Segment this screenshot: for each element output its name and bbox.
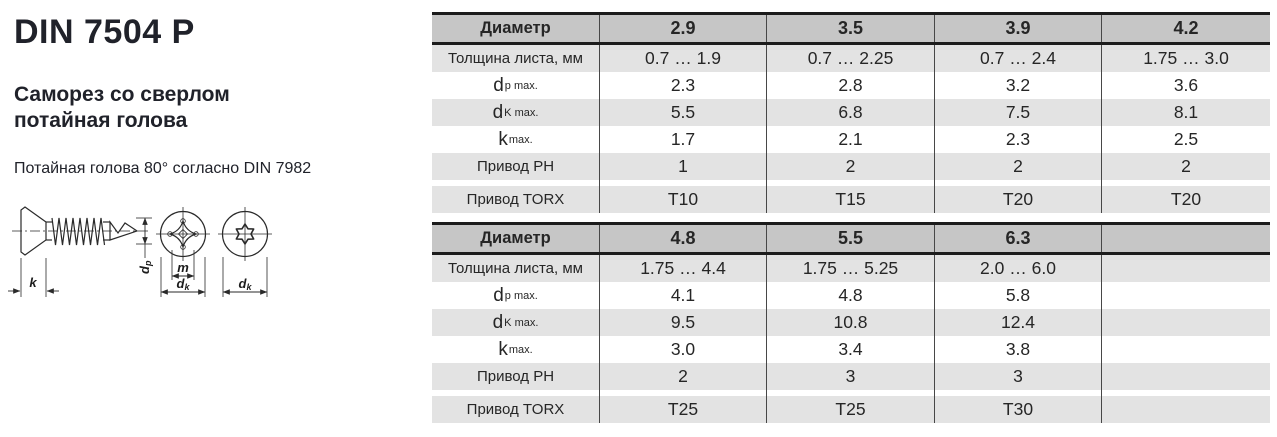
subtitle-line-1: Саморез со сверлом xyxy=(14,83,230,106)
dim-label-k: k xyxy=(29,275,37,290)
value-cell: 8.1 xyxy=(1173,102,1199,122)
value-cell: 5.5 xyxy=(600,99,767,126)
value-cell: T20 xyxy=(935,186,1102,213)
left-panel xyxy=(0,0,425,437)
value-cell: 0.7 … 2.4 xyxy=(935,45,1102,72)
value-cell: 9.5 xyxy=(600,309,767,336)
row-label: Привод TORX xyxy=(432,186,600,213)
row-label: d p max. xyxy=(432,282,600,309)
header-diameter-cell: 4.2 xyxy=(1173,18,1199,38)
value-cell: T10 xyxy=(600,186,767,213)
table-row xyxy=(432,396,1270,423)
table-row xyxy=(432,186,1270,213)
screw-side-view xyxy=(12,207,148,255)
table-row xyxy=(432,153,1270,180)
value-cell: 0.7 … 2.25 xyxy=(767,45,935,72)
table-row xyxy=(432,255,1270,282)
header-diameter-cell: 3.5 xyxy=(767,15,935,42)
table-row xyxy=(432,363,1270,390)
header-diameter-cell: 4.8 xyxy=(600,225,767,252)
row-label: k max. xyxy=(432,126,600,153)
spec-table-small-diameters xyxy=(432,12,1270,213)
row-label: d K max. xyxy=(432,309,600,336)
value-cell: 1.75 … 5.25 xyxy=(767,255,935,282)
value-cell: 4.1 xyxy=(600,282,767,309)
header-diameter-cell xyxy=(1102,225,1270,252)
dim-label-dk-ph: dk xyxy=(176,276,190,292)
table-row xyxy=(432,99,1270,126)
value-cell: 12.4 xyxy=(935,309,1102,336)
value-cell: 10.8 xyxy=(767,309,935,336)
value-cell: 3.0 xyxy=(600,336,767,363)
value-cell: 3.6 xyxy=(1173,75,1199,95)
value-cell: 3.8 xyxy=(935,336,1102,363)
header-diameter-cell: 3.9 xyxy=(935,15,1102,42)
product-subtitle xyxy=(14,82,230,134)
value-cell: 3.2 xyxy=(935,72,1102,99)
row-label: Толщина листа, мм xyxy=(432,255,600,282)
value-cell xyxy=(1102,282,1270,309)
value-cell: 1.7 xyxy=(600,126,767,153)
value-cell: 2 xyxy=(767,153,935,180)
dim-label-m: m xyxy=(177,260,189,275)
dimension-dp xyxy=(136,218,153,274)
phillips-head-view xyxy=(156,207,210,297)
torx-head-view xyxy=(218,207,272,297)
spec-table-large-diameters xyxy=(432,222,1270,423)
page-title: DIN 7504 P xyxy=(14,13,195,51)
row-label: Привод PH xyxy=(432,153,600,180)
value-cell: 4.8 xyxy=(767,282,935,309)
table-row xyxy=(432,336,1270,363)
value-cell: T25 xyxy=(600,396,767,423)
header-label: Диаметр xyxy=(432,225,600,252)
row-label: Привод TORX xyxy=(432,396,600,423)
value-cell xyxy=(1102,396,1270,423)
dim-label-dk-torx: dk xyxy=(238,276,252,292)
value-cell xyxy=(1102,309,1270,336)
value-cell: 3 xyxy=(767,363,935,390)
value-cell: 2.8 xyxy=(767,72,935,99)
header-diameter-cell: 5.5 xyxy=(767,225,935,252)
table-row xyxy=(432,126,1270,153)
value-cell: 3 xyxy=(935,363,1102,390)
dimension-k xyxy=(8,258,59,297)
value-cell: 2.3 xyxy=(935,126,1102,153)
value-cell xyxy=(1102,336,1270,363)
value-cell: 1 xyxy=(600,153,767,180)
dim-label-dp: dp xyxy=(137,260,153,274)
value-cell: T20 xyxy=(1170,189,1202,209)
table-row xyxy=(432,309,1270,336)
value-cell: 2.5 xyxy=(1173,129,1199,149)
value-cell: 2 xyxy=(935,153,1102,180)
header-diameter-cell: 6.3 xyxy=(935,225,1102,252)
value-cell: 0.7 … 1.9 xyxy=(600,45,767,72)
value-cell: 1.75 … 3.0 xyxy=(1143,48,1229,68)
value-cell: T25 xyxy=(767,396,935,423)
value-cell: 2.0 … 6.0 xyxy=(935,255,1102,282)
row-label: Привод PH xyxy=(432,363,600,390)
value-cell: T15 xyxy=(767,186,935,213)
screw-technical-drawing xyxy=(6,200,306,322)
value-cell: 7.5 xyxy=(935,99,1102,126)
table-header-row xyxy=(432,225,1270,252)
value-cell xyxy=(1102,255,1270,282)
value-cell: 6.8 xyxy=(767,99,935,126)
value-cell: 2 xyxy=(1181,156,1191,176)
header-label: Диаметр xyxy=(432,15,600,42)
row-label: d p max. xyxy=(432,72,600,99)
header-diameter-cell: 2.9 xyxy=(600,15,767,42)
row-label: d K max. xyxy=(432,99,600,126)
value-cell xyxy=(1102,363,1270,390)
table-header-row xyxy=(432,15,1270,42)
value-cell: 2.3 xyxy=(600,72,767,99)
row-label: k max. xyxy=(432,336,600,363)
subtitle-line-2: потайная голова xyxy=(14,109,188,132)
table-row xyxy=(432,282,1270,309)
value-cell: 2.1 xyxy=(767,126,935,153)
value-cell: 1.75 … 4.4 xyxy=(600,255,767,282)
row-label: Толщина листа, мм xyxy=(432,45,600,72)
table-row xyxy=(432,45,1270,72)
value-cell: 3.4 xyxy=(767,336,935,363)
value-cell: 5.8 xyxy=(935,282,1102,309)
head-standard-note: Потайная голова 80° согласно DIN 7982 xyxy=(14,160,312,177)
value-cell: 2 xyxy=(600,363,767,390)
table-row xyxy=(432,72,1270,99)
value-cell: T30 xyxy=(935,396,1102,423)
spec-tables-area xyxy=(432,12,1270,432)
